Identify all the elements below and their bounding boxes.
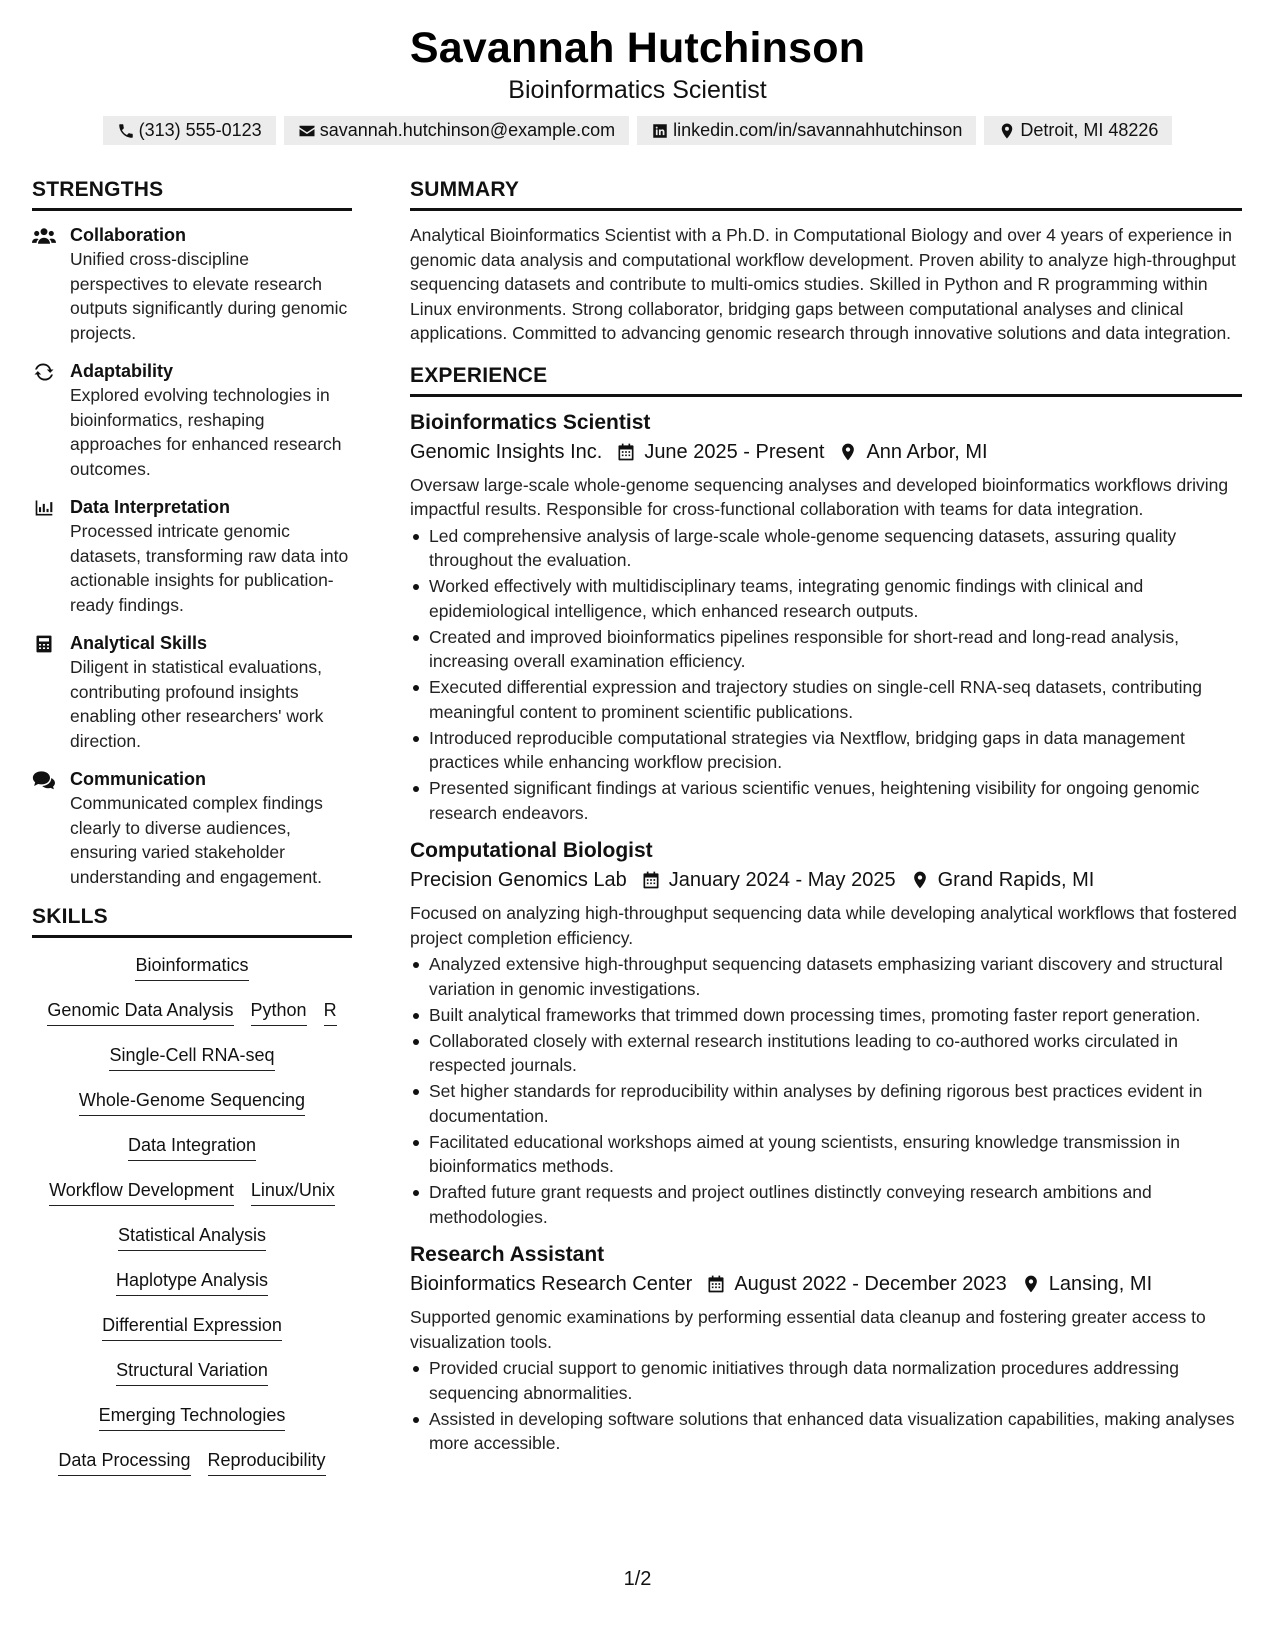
job-meta (410, 1269, 1242, 1299)
skill-tag: Genomic Data Analysis (47, 999, 233, 1026)
calculator-icon (32, 634, 56, 654)
job-description: Oversaw large-scale whole-genome sequencing analyses and developed bioinformatics workflows driving impactful results. Responsible for cross-functional collaboration with teams for data integration. (410, 474, 1229, 519)
job-title: Bioinformatics Scientist (410, 410, 651, 434)
contact-bar (0, 116, 1275, 145)
bullet-item: Provided crucial support to genomic initiatives through data normalization procedures addressing sequencing abnormalities. (410, 1356, 1242, 1405)
skill-tag: Bioinformatics (135, 954, 248, 981)
bullet-item: Set higher standards for reproducibility within analyses by defining rigorous best practices evident in documentation. (410, 1079, 1242, 1128)
strength-title: Data Interpretation (70, 497, 231, 517)
chart-icon (32, 498, 56, 518)
job-bullets (410, 952, 1242, 1229)
linkedin-text: linkedin.com/in/savannahhutchinson (673, 120, 963, 140)
company-name: Bioinformatics Research Center (410, 1273, 693, 1295)
contact-email[interactable] (284, 116, 629, 145)
strength-desc: Explored evolving technologies in bioinformatics, reshaping approaches for enhanced research outcomes. (70, 385, 342, 479)
skills-list (32, 950, 352, 1494)
users-icon (32, 226, 56, 246)
page-number: 1/2 (623, 1568, 652, 1590)
strength-title: Adaptability (70, 361, 174, 381)
skills-section (32, 905, 352, 1494)
job-title: Computational Biologist (410, 839, 653, 862)
job-bullets (410, 524, 1242, 826)
strength-title: Analytical Skills (70, 633, 208, 653)
skill-tag: Python (251, 999, 307, 1026)
bullet-item: Introduced reproducible computational strategies via Nextflow, bridging gaps in data management practices while enhancing workflow precision. (410, 726, 1242, 775)
strengths-heading: STRENGTHS (32, 178, 352, 211)
company-name: Precision Genomics Lab (410, 869, 627, 891)
sync-icon (32, 362, 56, 382)
location-text: Detroit, MI 48226 (1020, 120, 1159, 140)
experience-heading: EXPERIENCE (410, 364, 1242, 397)
contact-linkedin[interactable] (637, 116, 976, 145)
email-text: savannah.hutchinson@example.com (319, 120, 616, 140)
job-location: Lansing, MI (1048, 1273, 1153, 1295)
job-dates: June 2025 - Present (644, 440, 825, 463)
job-location: Grand Rapids, MI (937, 869, 1095, 891)
bullet-item: Analyzed extensive high-throughput sequencing datasets emphasizing variant discovery and structural variation in genomic investigations. (410, 952, 1242, 1001)
bullet-item: Presented significant findings at various scientific venues, heightening visibility for ongoing genomic research endeavors. (410, 776, 1242, 825)
summary-section (410, 178, 1242, 346)
strength-item (32, 359, 352, 481)
strength-desc: Communicated complex findings clearly to diverse audiences, ensuring varied stakeholder understanding and engagement. (70, 793, 323, 887)
bullet-item: Built analytical frameworks that trimmed down processing times, promoting faster report generation. (410, 1003, 1242, 1028)
skill-tag: Data Processing (58, 1449, 190, 1476)
strength-title: Communication (70, 769, 207, 789)
skill-row (40, 1134, 344, 1179)
skill-tag: Differential Expression (102, 1314, 282, 1341)
contact-phone[interactable] (103, 116, 276, 145)
skill-row (40, 1224, 344, 1269)
contact-location (984, 116, 1172, 145)
map-pin-icon (998, 122, 1016, 140)
skill-row (40, 1089, 344, 1134)
bullet-item: Led comprehensive analysis of large-scale whole-genome sequencing datasets, assuring quality throughout the evaluation. (410, 524, 1242, 573)
skill-tag: Whole-Genome Sequencing (79, 1089, 305, 1116)
skill-tag: Haplotype Analysis (116, 1269, 268, 1296)
job-bullets (410, 1356, 1242, 1456)
skills-heading: SKILLS (32, 905, 352, 938)
skill-tag: Structural Variation (116, 1359, 268, 1386)
phone-text: (313) 555-0123 (138, 120, 262, 140)
phone-icon (117, 122, 135, 140)
job-description: Supported genomic examinations by performing essential data cleanup and fostering greater access to visualization tools. (410, 1307, 1206, 1352)
strength-item (32, 223, 352, 345)
bullet-item: Worked effectively with multidisciplinary teams, integrating genomic findings with clinical and epidemiological intelligence, which enhanced research outputs. (410, 574, 1242, 623)
skill-tag: Emerging Technologies (99, 1404, 286, 1431)
skill-row (40, 999, 344, 1044)
skill-tag: Statistical Analysis (118, 1224, 266, 1251)
calendar-icon (616, 442, 636, 462)
job-dates: August 2022 - December 2023 (734, 1273, 1007, 1295)
skill-tag: Linux/Unix (251, 1179, 335, 1206)
candidate-name: Savannah Hutchinson (409, 24, 866, 72)
calendar-icon (706, 1274, 726, 1294)
skill-tag: Workflow Development (49, 1179, 234, 1206)
skill-tag: Single-Cell RNA-seq (109, 1044, 274, 1071)
skill-row (40, 954, 344, 999)
job-entry (410, 837, 1242, 1229)
strength-item (32, 767, 352, 889)
skill-row (40, 1359, 344, 1404)
bullet-item: Executed differential expression and trajectory studies on single-cell RNA-seq datasets, contributing meaningful content to prominent scientific publications. (410, 675, 1242, 724)
resume-header (0, 0, 1275, 145)
strength-item (32, 631, 352, 753)
bullet-item: Drafted future grant requests and project outlines distinctly conveying research ambitions and methodologies. (410, 1180, 1242, 1229)
summary-text: Analytical Bioinformatics Scientist with a Ph.D. in Computational Biology and over 4 years of experience in genomic data analysis and computational workflow development. Proven ability to analyze high-throughput sequencing datasets and contribute to multi-omics studies. Skilled in Python and R programming within Linux environments. Strong collaborator, bridging gaps between computational analyses and clinical applications. Committed to advancing genomic research through innovative solutions and data integration. (410, 225, 1236, 343)
job-meta (410, 865, 1242, 895)
strength-title: Collaboration (70, 225, 186, 245)
skill-row (40, 1044, 344, 1089)
skill-row (40, 1314, 344, 1359)
map-pin-icon (838, 442, 858, 462)
job-entry (410, 409, 1242, 826)
job-meta (410, 437, 1242, 467)
bullet-item: Collaborated closely with external research institutions leading to co-authored works circulated in respected journals. (410, 1029, 1242, 1078)
summary-heading: SUMMARY (410, 178, 1242, 211)
job-list (410, 409, 1242, 1456)
skill-row (40, 1404, 344, 1449)
right-column (410, 178, 1242, 1468)
strength-desc: Processed intricate genomic datasets, transforming raw data into actionable insights for publication-ready findings. (70, 521, 349, 615)
strength-item (32, 495, 352, 617)
comments-icon (32, 770, 56, 790)
job-description: Focused on analyzing high-throughput sequencing data while developing analytical workflows that fostered project completion efficiency. (410, 903, 1237, 948)
candidate-role: Bioinformatics Scientist (508, 76, 767, 104)
strength-desc: Unified cross-discipline perspectives to elevate research outputs significantly during genomic projects. (70, 249, 348, 343)
skill-row (40, 1269, 344, 1314)
map-pin-icon (910, 870, 930, 890)
skill-tag: Reproducibility (208, 1449, 326, 1476)
bullet-item: Assisted in developing software solutions that enhanced data visualization capabilities, making analyses more accessible. (410, 1407, 1242, 1456)
job-title: Research Assistant (410, 1243, 605, 1266)
skill-row (40, 1449, 344, 1494)
linkedin-icon (651, 122, 669, 140)
strengths-section (32, 178, 352, 889)
skill-tag: Data Integration (128, 1134, 256, 1161)
job-location: Ann Arbor, MI (866, 440, 988, 463)
left-column (32, 178, 352, 1494)
experience-section (410, 364, 1242, 1456)
strength-desc: Diligent in statistical evaluations, contributing profound insights enabling other researchers' work direction. (70, 657, 324, 751)
bullet-item: Created and improved bioinformatics pipelines responsible for short-read and long-read analysis, increasing overall examination efficiency. (410, 625, 1242, 674)
company-name: Genomic Insights Inc. (410, 440, 603, 463)
skill-row (40, 1179, 344, 1224)
map-pin-icon (1021, 1274, 1041, 1294)
envelope-icon (298, 122, 316, 140)
bullet-item: Facilitated educational workshops aimed at young scientists, ensuring knowledge transmission in bioinformatics methods. (410, 1130, 1242, 1179)
skill-tag: R (324, 999, 337, 1026)
job-entry (410, 1241, 1242, 1456)
job-dates: January 2024 - May 2025 (668, 869, 896, 891)
calendar-icon (641, 870, 661, 890)
